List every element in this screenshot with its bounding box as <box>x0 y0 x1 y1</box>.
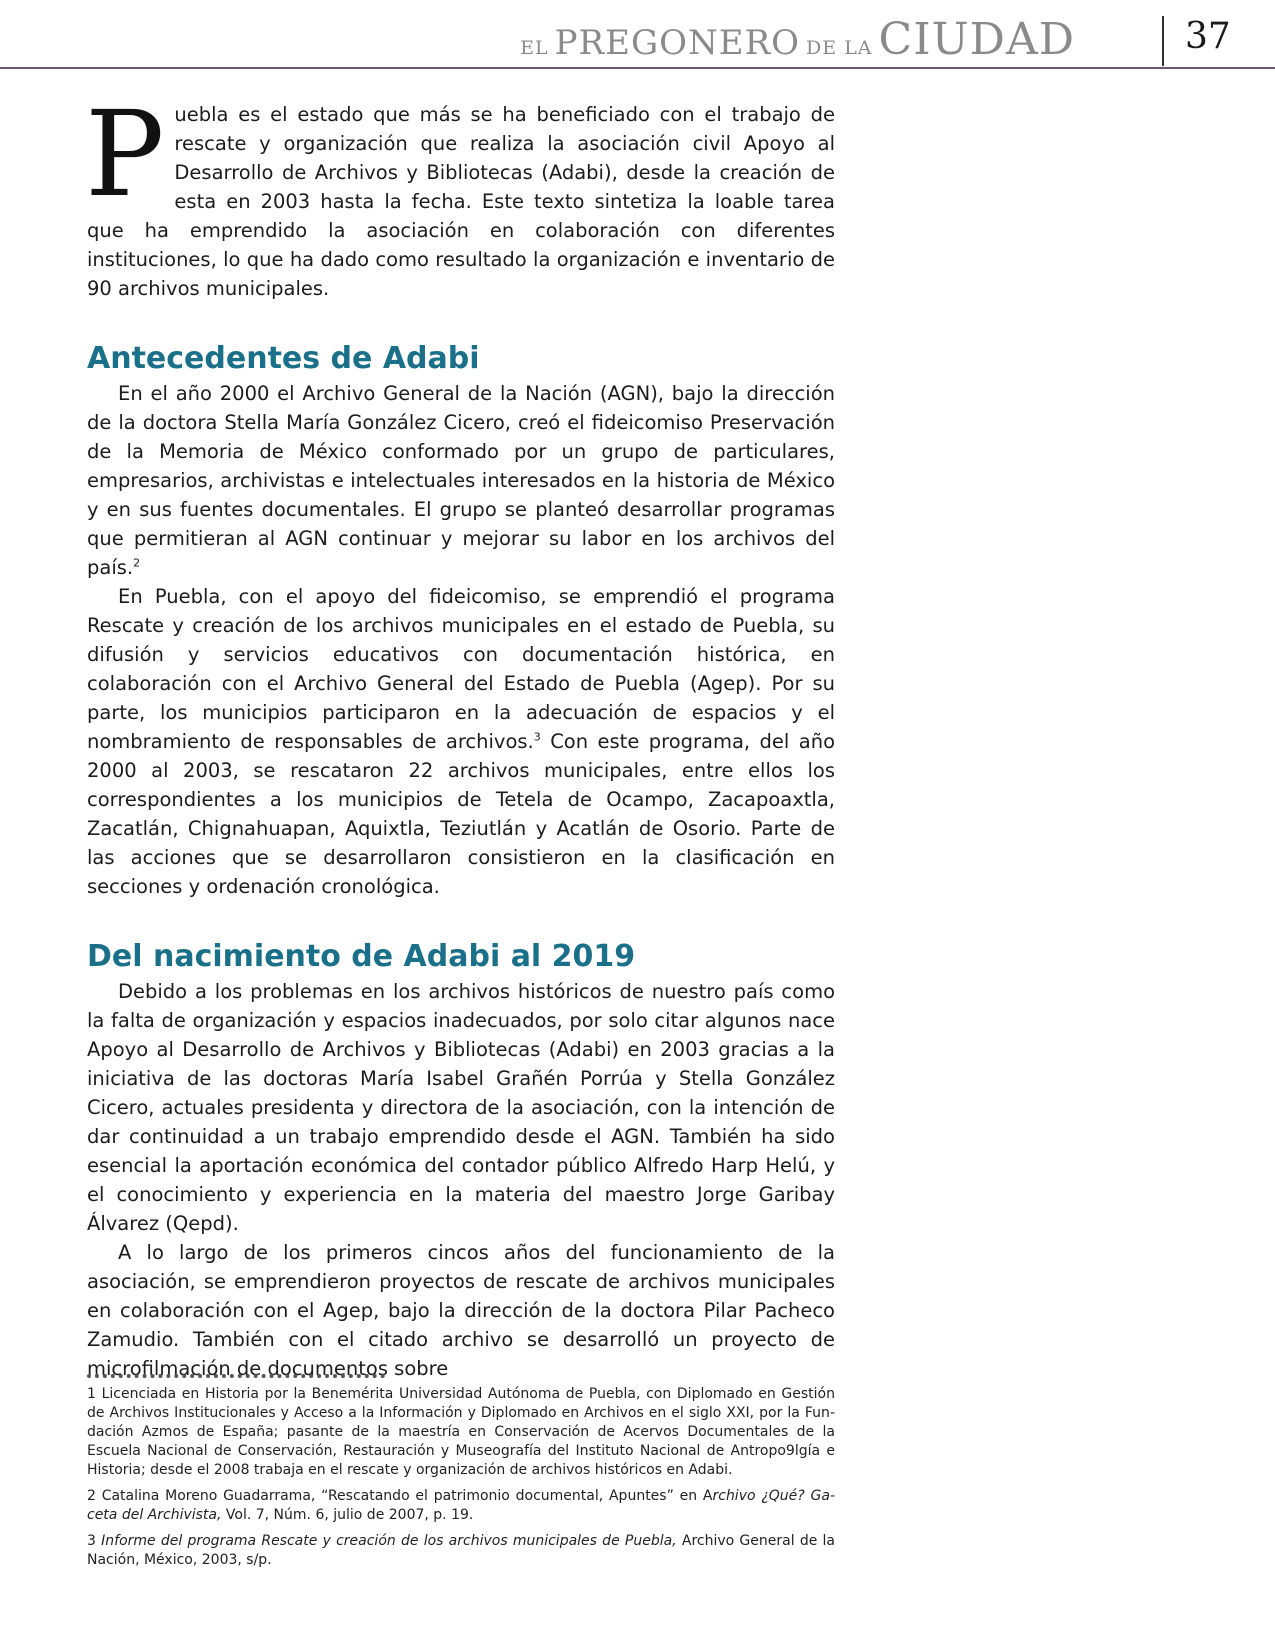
footnote-italic: Informe del programa Rescate y creación de los archivos municipales de Puebla, <box>101 1533 677 1549</box>
footnote-number: 3 <box>87 1533 102 1549</box>
footnote-text: Archivo General de la Nación, México, 2003, s/p. <box>87 1533 836 1568</box>
paragraph <box>87 379 835 582</box>
footnote-text: 2 Catalina Moreno Guadarrama, “Rescatando el patrimonio documental, Apuntes” en A <box>87 1488 713 1504</box>
header-divider <box>1162 16 1164 66</box>
masthead-de-la: DE LA <box>806 37 873 59</box>
page-header <box>0 0 1275 70</box>
paragraph-text: En el año 2000 el Archivo General de la Nación (AGN), bajo la dirección de la doctora Stella María González Cicero, creó el fideicomiso Preservación de la Memoria de México conformado por un grupo de particulares, empresarios, archivistas e intelectuales interesados en la historia de México y en sus fuentes documentales. El grupo se planteó desarrollar programas que permitieran al AGN continuar y mejorar su labor en los archivos del país. <box>87 382 835 579</box>
footnote-ref: 3 <box>533 730 541 744</box>
footnote-1: 1 Licenciada en Historia por la Benemérita Universidad Autónoma de Puebla, con Diplomado en Gestión de Archivos Institucionales y Acceso a la Información y Diplomado en Archivos en el siglo XXI, por la Fundación Azmos de España; pasante de la maestría en Conservación de Acervos Documentales de la Escuela Nacional de Conservación, Restauración y Museografía del Instituto Nacional de Antropo9lgía e Historia; desde el 2008 trabaja en el rescate y organización de archivos históricos en Adabi. <box>87 1386 835 1478</box>
footnote-2 <box>87 1487 835 1525</box>
paragraph: Debido a los problemas en los archivos históricos de nuestro país como la falta de organización y espacios inadecuados, por solo citar algunos nace Apoyo al Desarrollo de Archivos y Bibliotecas (Adabi) en 2003 gracias a la iniciativa de las doctoras María Isabel Grañén Porrúa y Stella González Cicero, actuales presidenta y directora de la asociación, con la intención de dar continuidad a un trabajo emprendido desde el AGN. También ha sido esencial la aportación económica del contador público Alfredo Harp Helú, y el conocimiento y experiencia en la materia del maestro Jorge Garibay Álvarez (Qepd). <box>87 980 835 1235</box>
masthead-ciudad: CIUDAD <box>878 14 1075 65</box>
footnote-3 <box>87 1532 835 1570</box>
paragraph-text: Con este programa, del año 2000 al 2003, se rescataron 22 archivos municipales, entre ellos los correspondientes a los municipios de Tetela de Ocampo, Zacapoaxtla, Zacatlán, Chignahuapan, Aquixtla, Teziutlán y Acatlán de Osorio. Parte de las acciones que se desarrollaron consistieron en la clasificación en secciones y ordenación cronológica. <box>87 730 835 898</box>
paragraph: A lo largo de los primeros cincos años del funcionamiento de la asociación, se emprendieron proyectos de rescate de archivos municipales en colaboración con el Agep, bajo la dirección de la doctora Pilar Pacheco Zamudio. También con el citado archivo se desarrolló un proyecto de microfilmación de documentos sobre <box>87 1241 835 1380</box>
paragraph-text: En Puebla, con el apoyo del fideicomiso, se emprendió el programa Rescate y creación de los archivos municipales en el estado de Puebla, su difusión y servicios educativos con documentación histórica, en colaboración con el Archivo General del Estado de Puebla (Agep). Por su parte, los municipios participaron en la adecuación de espacios y el nombramiento de responsables de archivos. <box>87 585 835 753</box>
footnote-separator <box>87 1374 385 1382</box>
intro-paragraph <box>85 85 835 303</box>
article-body <box>85 85 835 1383</box>
header-rule <box>0 67 1275 69</box>
section-heading-antecedentes: Antecedentes de Adabi <box>87 341 480 376</box>
footnote-italic: rchivo ¿Qué? Gaceta del Archivista, <box>87 1488 835 1523</box>
drop-cap: P <box>85 85 165 223</box>
masthead-title <box>520 14 1075 64</box>
intro-text: uebla es el estado que más se ha beneficiado con el trabajo de rescate y organización que realiza la asociación civil Apoyo al Desarrollo de Archivos y Bibliotecas (Adabi), desde la creación de esta en 2003 hasta la fecha. Este texto sintetiza la loable tarea que ha emprendido la asociación en colaboración con diferentes instituciones, lo que ha dado como resultado la organización e inventario de 90 archivos municipales. <box>87 103 835 300</box>
masthead-pregonero: PREGONERO <box>554 23 801 63</box>
page-number: 37 <box>1185 16 1231 57</box>
footnote-ref: 2 <box>133 556 141 570</box>
section-heading-nacimiento: Del nacimiento de Adabi al 2019 <box>87 939 636 974</box>
footnote-text: Vol. 7, Núm. 6, julio de 2007, p. 19. <box>221 1507 474 1523</box>
masthead-el: EL <box>520 37 549 59</box>
paragraph <box>87 582 835 901</box>
footnotes <box>87 1385 835 1577</box>
